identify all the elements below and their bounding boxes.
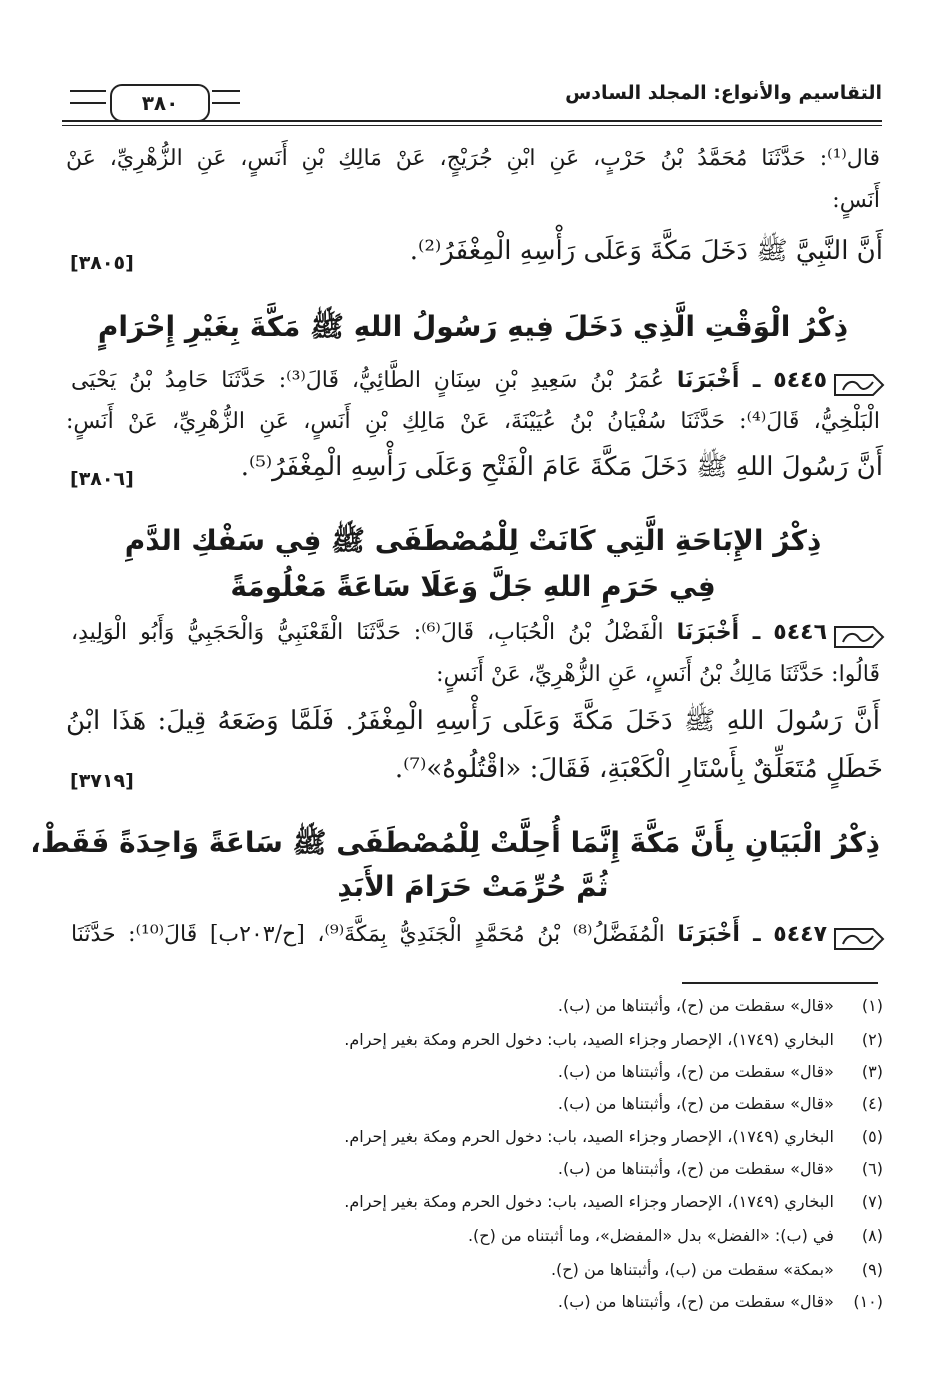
footnote-text: «بمكة» سقطت من (ب)، وأثبتناها من (ح). <box>550 1260 834 1279</box>
footnote <box>558 1292 883 1311</box>
text-line: قَالُوا: حَدَّثَنَا مَالِكُ بْنُ أَنَسٍ، عَنِ الزُّهْرِيِّ، عَنْ أَنَسٍ: <box>436 662 880 687</box>
hadith-text: أَنَّ رَسُولَ اللهِ ﷺ دَخَلَ مَكَّةَ عَامَ الْفَتْحِ وَعَلَى رَأْسِهِ الْمِغْفَرُ⁽⁵⁾. <box>240 452 883 482</box>
footnote <box>558 1062 883 1081</box>
hadith-reference: [٣٧١٩] <box>70 770 134 792</box>
hadith-text: أَنَّ النَّبِيَّ ﷺ دَخَلَ مَكَّةَ وَعَلَى رَأْسِهِ الْمِغْفَرُ⁽²⁾. <box>409 236 883 266</box>
hadith-number: ٥٤٤٥ <box>773 368 828 393</box>
akhbarana-label: ـ أَخْبَرَنَا <box>676 368 761 393</box>
header-ornament-left <box>70 90 106 104</box>
footnote <box>344 1127 883 1146</box>
hadith-text: أَنَّ رَسُولَ اللهِ ﷺ دَخَلَ مَكَّةَ وَعَلَى رَأْسِهِ الْمِغْفَرُ. فَلَمَّا وَضَعَهُ قِيلَ: هَذَا ابْنُ <box>66 706 880 736</box>
hadith-marker-icon <box>833 926 885 952</box>
footnote <box>468 1226 883 1245</box>
running-title: التقاسيم والأنواع: المجلد السادس <box>565 82 882 104</box>
hadith-number: ٥٤٤٦ <box>773 620 828 645</box>
footnote <box>344 1030 883 1049</box>
text-line: أَنَسٍ: <box>832 188 880 213</box>
footnote-text: «قال» سقطت من (ح)، وأثبتناها من (ب). <box>557 1292 834 1311</box>
footnote <box>551 1260 883 1279</box>
hadith-chain-line <box>71 622 827 644</box>
header-ornament-right <box>212 90 240 104</box>
chain-text: عُمَرُ بْنُ سَعِيدِ بْنِ سِنَانٍ الطَّائِيُّ، قَالَ⁽³⁾: حَدَّثَنَا حَامِدُ بْنُ يَحْيَى <box>71 368 664 393</box>
header-rule-thin <box>62 125 882 126</box>
chapter-heading: ذِكْرُ الإِبَاحَةِ الَّتِي كَانَتْ لِلْمُصْطَفَى ﷺ فِي سَفْكِ الدَّمِ <box>124 524 822 557</box>
footnote-number: (٦) <box>861 1159 883 1178</box>
hadith-marker-icon <box>833 624 885 650</box>
footnote-number: (١) <box>861 996 883 1015</box>
akhbarana-label: ـ أَخْبَرَنَا <box>676 620 761 645</box>
hadith-marker-icon <box>833 372 885 398</box>
footnote-text: «قال» سقطت من (ح)، وأثبتناها من (ب). <box>557 1159 834 1178</box>
chapter-heading: فِي حَرَمِ اللهِ جَلَّ وَعَلَا سَاعَةً مَعْلُومَةً <box>230 570 716 603</box>
footnote-number: (١٠) <box>853 1292 883 1311</box>
hadith-number: ٥٤٤٧ <box>773 922 827 947</box>
header-rule <box>62 120 882 122</box>
footnote-number: (٤) <box>861 1094 883 1113</box>
chapter-heading: ذِكْرُ الْوَقْتِ الَّذِي دَخَلَ فِيهِ رَسُولُ اللهِ ﷺ مَكَّةَ بِغَيْرِ إِحْرَامٍ <box>97 310 849 343</box>
footnote <box>344 1192 883 1211</box>
footnote-text: البخاري (١٧٤٩)، الإحصار وجزاء الصيد، باب: دخول الحرم ومكة بغير إحرام. <box>344 1030 834 1049</box>
footnote-number: (٥) <box>861 1127 883 1146</box>
footnote-number: (٧) <box>861 1192 883 1211</box>
footnote-separator <box>682 982 878 984</box>
footnote-text: في (ب): «الفضل» بدل «المفضل»، وما أثبتناه من (ح). <box>467 1226 834 1245</box>
hadith-text: خَطَلٍ مُتَعَلِّقٌ بِأَسْتَارِ الْكَعْبَةِ، فَقَالَ: «اقْتُلُوهُ»⁽⁷⁾. <box>394 754 883 784</box>
chapter-heading: ذِكْرُ الْبَيَانِ بِأَنَّ مَكَّةَ إِنَّمَا أُحِلَّتْ لِلْمُصْطَفَى ﷺ سَاعَةً وَاحِدَةً فَقَطْ، <box>30 826 880 859</box>
chain-text: الْفَضْلُ بْنُ الْحُبَابِ، قَالَ⁽⁶⁾: حَدَّثَنَا الْقَعْنَبِيُّ وَالْحَجَبِيُّ وَأَبُو الْوَلِيدِ، <box>71 620 664 645</box>
hadith-reference: [٣٨٠٦] <box>70 468 134 490</box>
chain-text: الْمُفَضَّلُ⁽⁸⁾ بْنُ مُحَمَّدٍ الْجَنَدِيُّ بِمَكَّةَ⁽⁹⁾، [ح/٢٠٣ب] قَالَ⁽¹⁰⁾: حَدَّثَنَا <box>71 922 665 947</box>
footnote-text: «قال» سقطت من (ح)، وأثبتناها من (ب). <box>557 1094 834 1113</box>
hadith-chain-line <box>71 924 827 946</box>
footnote <box>558 1094 883 1113</box>
text-line: قال⁽¹⁾: حَدَّثَنَا مُحَمَّدُ بْنُ حَرْبٍ، عَنِ ابْنِ جُرَيْجٍ، عَنْ مَالِكِ بْنِ أَنَسٍ، عَنِ الزُّهْرِيِّ، عَنْ <box>66 146 880 171</box>
text-line: الْبَلْخِيُّ، قَالَ⁽⁴⁾: حَدَّثَنَا سُفْيَانُ بْنُ عُيَيْنَةَ، عَنْ مَالِكِ بْنِ أَنَسٍ، عَنِ الزُّهْرِيِّ، عَنْ أَنَسٍ: <box>66 409 880 434</box>
footnote-text: البخاري (١٧٤٩)، الإحصار وجزاء الصيد، باب: دخول الحرم ومكة بغير إحرام. <box>344 1192 834 1211</box>
running-header <box>62 78 882 124</box>
akhbarana-label: ـ أَخْبَرَنَا <box>677 922 761 947</box>
footnote-number: (٣) <box>861 1062 883 1081</box>
footnote-number: (٩) <box>861 1260 883 1279</box>
footnote <box>558 1159 883 1178</box>
footnote-text: البخاري (١٧٤٩)، الإحصار وجزاء الصيد، باب: دخول الحرم ومكة بغير إحرام. <box>344 1127 834 1146</box>
page-number: ٣٨٠ <box>110 84 210 122</box>
chapter-heading: ثُمَّ حُرِّمَتْ حَرَامَ الأَبَدِ <box>337 870 609 903</box>
hadith-reference: [٣٨٠٥] <box>70 252 134 274</box>
hadith-chain-line <box>71 370 827 392</box>
footnote-text: «قال» سقطت من (ح)، وأثبتناها من (ب). <box>557 996 834 1015</box>
footnote-text: «قال» سقطت من (ح)، وأثبتناها من (ب). <box>557 1062 834 1081</box>
footnote-number: (٢) <box>861 1030 883 1049</box>
footnote-number: (٨) <box>861 1226 883 1245</box>
footnote <box>558 996 883 1015</box>
